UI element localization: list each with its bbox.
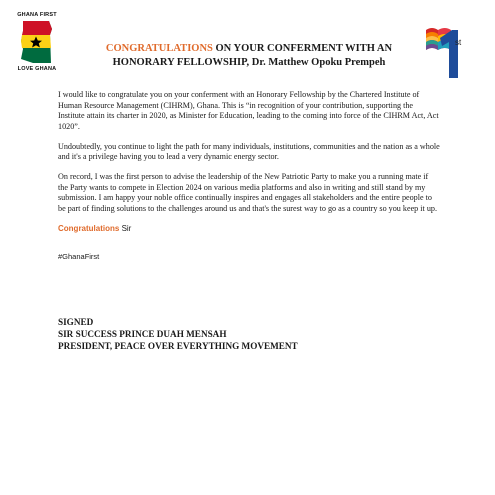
signature-line-3: PRESIDENT, PEACE OVER EVERYTHING MOVEMENT <box>58 340 298 351</box>
title-line1-rest: ON YOUR CONFERMENT WITH AN <box>212 43 393 54</box>
title-line2: HONORARY FELLOWSHIP, Dr. Matthew Opoku Prempeh <box>112 57 386 68</box>
logo-text-bottom: LOVE GHANA <box>17 66 57 72</box>
rainbow-flag-number-one-icon <box>418 24 478 80</box>
paragraph-2: Undoubtedly, you continue to light the path for many individuals, institutions, communities and the nation as a whole and it's a privilege having you to lead a very dynamic energy sector. <box>58 141 440 161</box>
signature-line-1: SIGNED <box>58 317 94 327</box>
closing-line <box>58 224 440 235</box>
logo-suffix: st <box>455 38 462 47</box>
paragraph-1: I would like to congratulate you on your conferment with an Honorary Fellowship by the Chartered Institute of Human Resource Management (CIHRM), Ghana. This is “in recognition of your contribution, supporting the Institute attain its charter in 2020, as Minister for Education, leading to the coming into force of the CIHRM Act, Act 1020”. <box>58 90 439 131</box>
logo-text-top: GHANA FIRST <box>17 12 57 18</box>
paragraph-3: On record, I was the first person to advise the leadership of the New Patriotic Party to make you a running mate if the Party wants to compete in Election 2024 on various media platforms and also in writing and still stand by my submission. I am happy your noble office continually inspires and engages all stakeholders and the entire people to be part of finding solutions to the challenges around us and that's the surest way to go as a country so you keep it up. <box>58 172 437 213</box>
signature-block <box>58 317 298 352</box>
ghana-map-flag-icon <box>19 19 55 65</box>
signature-line-2: SIR SUCCESS PRINCE DUAH MENSAH <box>58 328 227 339</box>
hashtag: #GhanaFirst <box>58 252 100 261</box>
peace-over-everything-logo <box>418 24 478 80</box>
letter-body <box>58 90 440 272</box>
ghana-first-logo <box>14 12 60 74</box>
closing-accent: Congratulations <box>58 223 120 233</box>
closing-rest: Sir <box>119 223 132 233</box>
page-title <box>74 42 424 70</box>
title-accent: CONGRATULATIONS <box>105 43 213 54</box>
